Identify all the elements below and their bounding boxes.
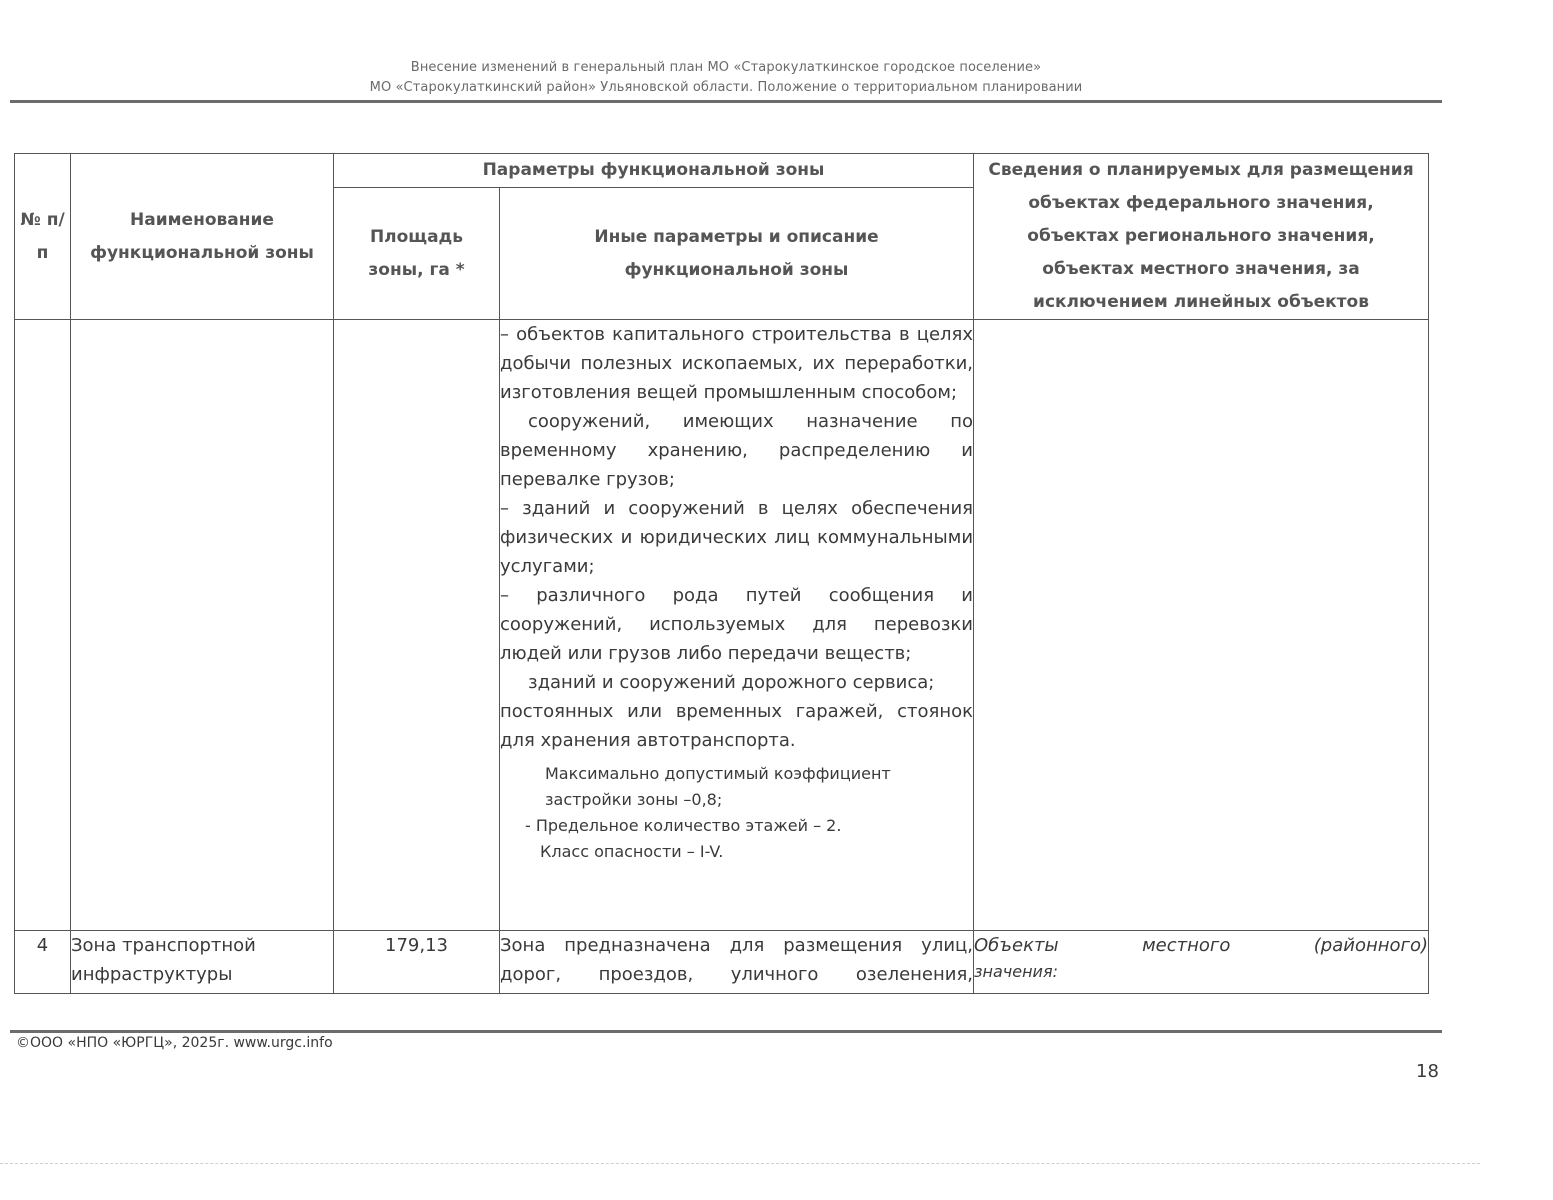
table-row-4 — [15, 931, 1429, 994]
header-rule — [10, 100, 1442, 103]
document-header — [10, 58, 1442, 98]
row4-area: 179,13 — [334, 931, 500, 994]
page-number: 18 — [1416, 1061, 1439, 1082]
continuation-description — [500, 320, 974, 931]
row4-name: Зона транспортной инфраструктуры — [71, 931, 334, 994]
list-item: постоянных или временных гаражей, стоянок для хранения автотранспорта. — [500, 701, 974, 751]
header-other: Иные параметры и описание функциональной зоны — [500, 188, 974, 320]
table-row-continuation — [15, 320, 1429, 931]
param-hazard-class: Класс опасности – I-V. — [540, 842, 724, 861]
param-coefficient: Максимально допустимый коэффициент застройки зоны –0,8; — [545, 764, 891, 809]
row4-objects-line1: Объекты местного (районного) — [974, 935, 1429, 956]
continuation-objects-cell — [974, 320, 1429, 931]
header-num: № п/п — [15, 154, 71, 320]
header-line-2: МО «Старокулаткинский район» Ульяновской области. Положение о территориальном планировании — [369, 80, 1083, 95]
header-area: Площадь зоны, га * — [334, 188, 500, 320]
list-item: – различного рода путей сообщения и сооружений, используемых для перевозки людей или грузов либо передачи веществ; — [500, 585, 974, 664]
param-floors: - Предельное количество этажей – 2. — [525, 816, 842, 835]
scan-artifact-line — [0, 1163, 1480, 1165]
continuation-num-cell — [15, 320, 71, 931]
row4-description: Зона предназначена для размещения улиц, дорог, проездов, уличного озеленения, — [500, 931, 974, 994]
row4-objects-line2: значения: — [974, 962, 1058, 981]
list-item: – объектов капитального строительства в целях добычи полезных ископаемых, их переработки, изготовления вещей промышленным способом; — [500, 324, 974, 403]
header-line-1: Внесение изменений в генеральный план МО «Старокулаткинское городское поселение» — [410, 60, 1042, 75]
footer-copyright: ©ООО «НПО «ЮРГЦ», 2025г. www.urgc.info — [16, 1035, 333, 1051]
list-item: сооружений, имеющих назначение по временному хранению, распределению и перевалке грузов; — [500, 411, 974, 490]
list-item: – зданий и сооружений в целях обеспечения физических и юридических лиц коммунальными услугами; — [500, 498, 974, 577]
header-params: Параметры функциональной зоны — [334, 154, 974, 188]
list-item: зданий и сооружений дорожного сервиса; — [528, 672, 935, 693]
row4-objects — [974, 931, 1429, 994]
footer-rule — [10, 1030, 1442, 1033]
row4-num: 4 — [15, 931, 71, 994]
header-row-1 — [15, 154, 1429, 188]
header-objects: Сведения о планируемых для размещения объектах федерального значения, объектах регионального значения, объектах местного значения, за исключением линейных объектов — [974, 154, 1429, 320]
zones-table — [14, 153, 1429, 994]
continuation-name-cell — [71, 320, 334, 931]
header-name: Наименование функциональной зоны — [71, 154, 334, 320]
continuation-area-cell — [334, 320, 500, 931]
